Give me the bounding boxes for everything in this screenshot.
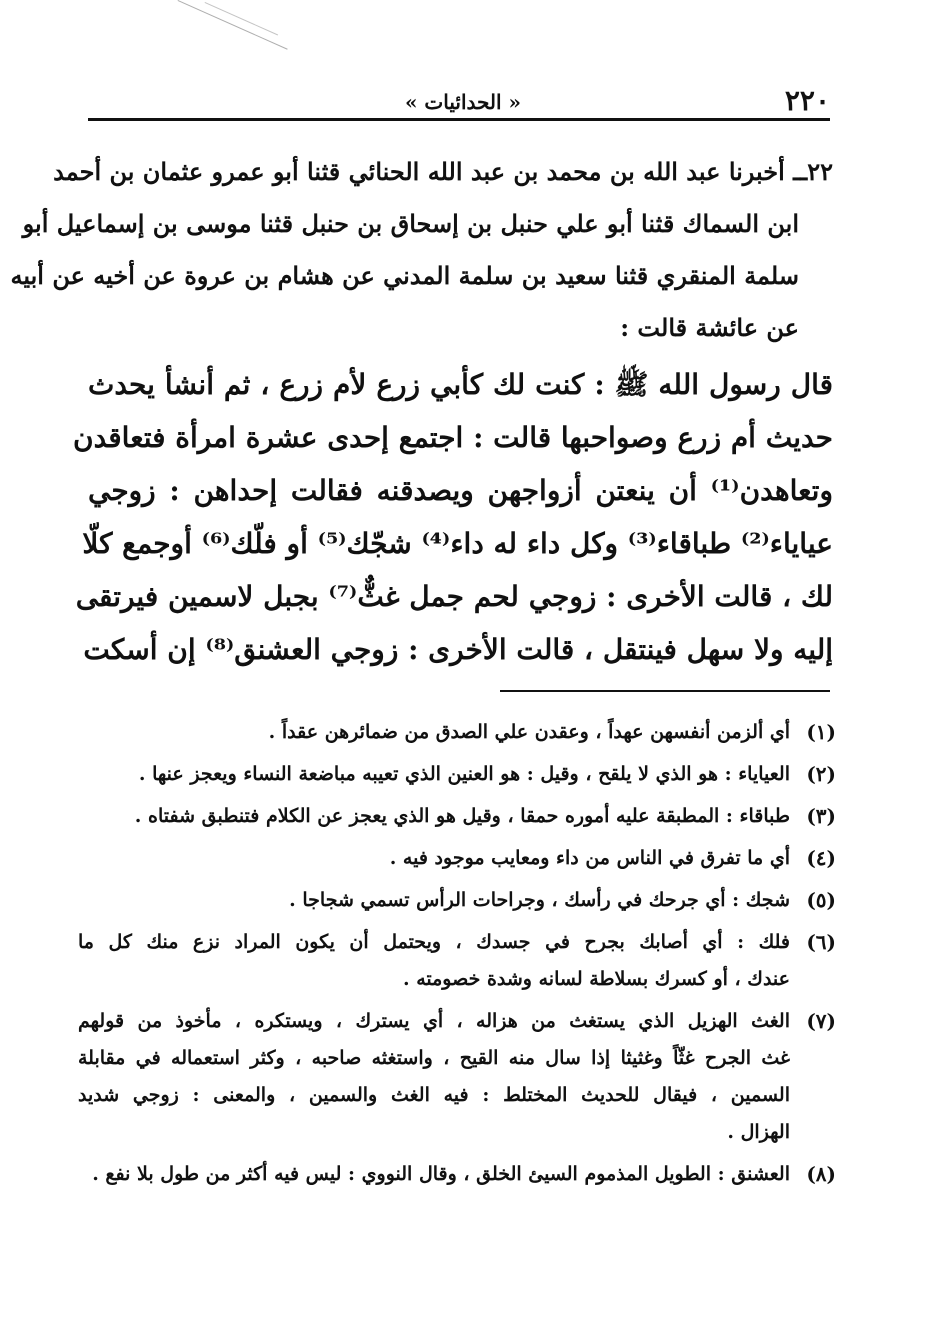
matn-line: إليه ولا سهل فينتقل ، قالت الأخرى : زوجي العشنق⁽⁸⁾ إن أسكت [83, 633, 833, 666]
footnote-item [78, 798, 836, 835]
footnote-text [78, 798, 790, 835]
footnote-line: السمين ، فيقال للحديث المختلط : فيه الغث والسمين ، والمعنى : زوجي شديد [78, 1084, 790, 1106]
footnote-line: أي ألزمن أنفسهن عهداً ، وعقدن علي الصدق من ضمائرهن عقداً . [268, 721, 790, 743]
footnote-text [78, 1156, 790, 1193]
hadith-text [10, 146, 833, 676]
matn-line: حديث أم زرع وصواحبها قالت : اجتمع إحدى عشرة امرأة فتعاقدن [73, 421, 833, 454]
footnote-line: غث الجرح غثّاً وغثيثا إذا سال منه القيح ، واستغثه صاحبه ، وكثر استعماله في مقابلة [78, 1047, 790, 1069]
footnote-line: طباقاء : المطبقة عليه أموره حمقا ، وقيل هو الذي يعجز عن الكلام فتنطبق شفتاه . [134, 805, 790, 827]
footnote-line: الهزال . [727, 1121, 790, 1143]
footnote-item [78, 840, 836, 877]
footnote-line: الغث الهزيل الذي يستغث من هزاله ، أي يسترك ، ويستكره ، مأخوذ من قولهم [78, 1010, 790, 1032]
footnote-line: العياياء : هو الذي لا يلقح ، وقيل : هو العنين الذي تعيبه مباضعة النساء ويعجز عنها . [138, 763, 790, 785]
page-header [88, 82, 830, 122]
footnote-item [78, 756, 836, 793]
footnote-number: (٦) [806, 930, 836, 954]
footnote-number: (٢) [806, 762, 836, 786]
footnote-text [78, 840, 790, 877]
footnote-text [78, 882, 790, 919]
footnote-number: (١) [806, 720, 836, 744]
matn-line: عياياء⁽²⁾ طباقاء⁽³⁾ وكل داء له داء⁽⁴⁾ شجّك⁽⁵⁾ أو فلّك⁽⁶⁾ أوجمع كلّا [82, 527, 833, 560]
isnad-line: ٢٢ــ أخبرنا عبد الله بن محمد بن عبد الله الحنائي قثنا أبو عمرو عثمان بن أحمد [53, 157, 833, 186]
footnotes [78, 714, 836, 1198]
footnote-line: فلك : أي أصابك بجرح في جسدك ، ويحتمل أن يكون المراد نزع منك كل ما [78, 931, 790, 953]
header-rule [88, 118, 830, 121]
isnad-line: سلمة المنقري قثنا سعيد بن سلمة المدني عن هشام بن عروة عن أخيه عن أبيه [10, 261, 799, 290]
footnote-text [78, 756, 790, 793]
footnote-text [78, 714, 790, 751]
footnote-separator [500, 690, 830, 692]
footnote-line: العشنق : الطويل المذموم السيئ الخلق ، وقال النووي : ليس فيه أكثر من طول بلا نفع . [92, 1163, 790, 1185]
isnad-paragraph [10, 146, 833, 354]
running-title: « الحدائيات » [404, 90, 522, 114]
footnote-number: (٤) [806, 846, 836, 870]
footnote-number: (٨) [806, 1162, 836, 1186]
footnote-text [78, 1003, 790, 1151]
footnote-line: أي ما تفرق في الناس من داء ومعايب موجود فيه . [389, 847, 790, 869]
footnote-number: (٥) [806, 888, 836, 912]
matn-paragraph [73, 358, 833, 676]
footnote-number: (٣) [806, 804, 836, 828]
footnote-item [78, 1156, 836, 1193]
footnote-item [78, 1003, 836, 1151]
footnote-number: (٧) [806, 1009, 836, 1033]
matn-line: لك ، قالت الأخرى : زوجي لحم جمل غثٌّ⁽⁷⁾ بجبل لاسمين فيرتقى [75, 580, 833, 613]
footnote-item [78, 882, 836, 919]
isnad-line: ابن السماك قثنا أبو علي حنبل بن إسحاق بن حنبل قثنا موسى بن إسماعيل أبو [22, 209, 799, 238]
footnote-line: عندك ، أو كسرك بسلاطة لسانه وشدة خصومته . [402, 968, 790, 990]
matn-line: وتعاهدن⁽¹⁾ أن ينعتن أزواجهن ويصدقنه فقالت إحداهن : زوجي [88, 474, 833, 507]
footnote-text [78, 924, 790, 998]
matn-line: قال رسول الله ﷺ : كنت لك كأبي زرع لأم زرع ، ثم أنشأ يحدث [88, 368, 833, 401]
page-number: ٢٢٠ [784, 84, 830, 117]
isnad-line: عن عائشة قالت : [620, 313, 799, 342]
scan-artifact-line [178, 0, 288, 50]
footnote-item [78, 924, 836, 998]
scan-artifact-line [205, 2, 278, 35]
footnote-line: شجك : أي جرحك في رأسك ، وجراحات الرأس تسمي شجاجا . [289, 889, 790, 911]
footnote-item [78, 714, 836, 751]
